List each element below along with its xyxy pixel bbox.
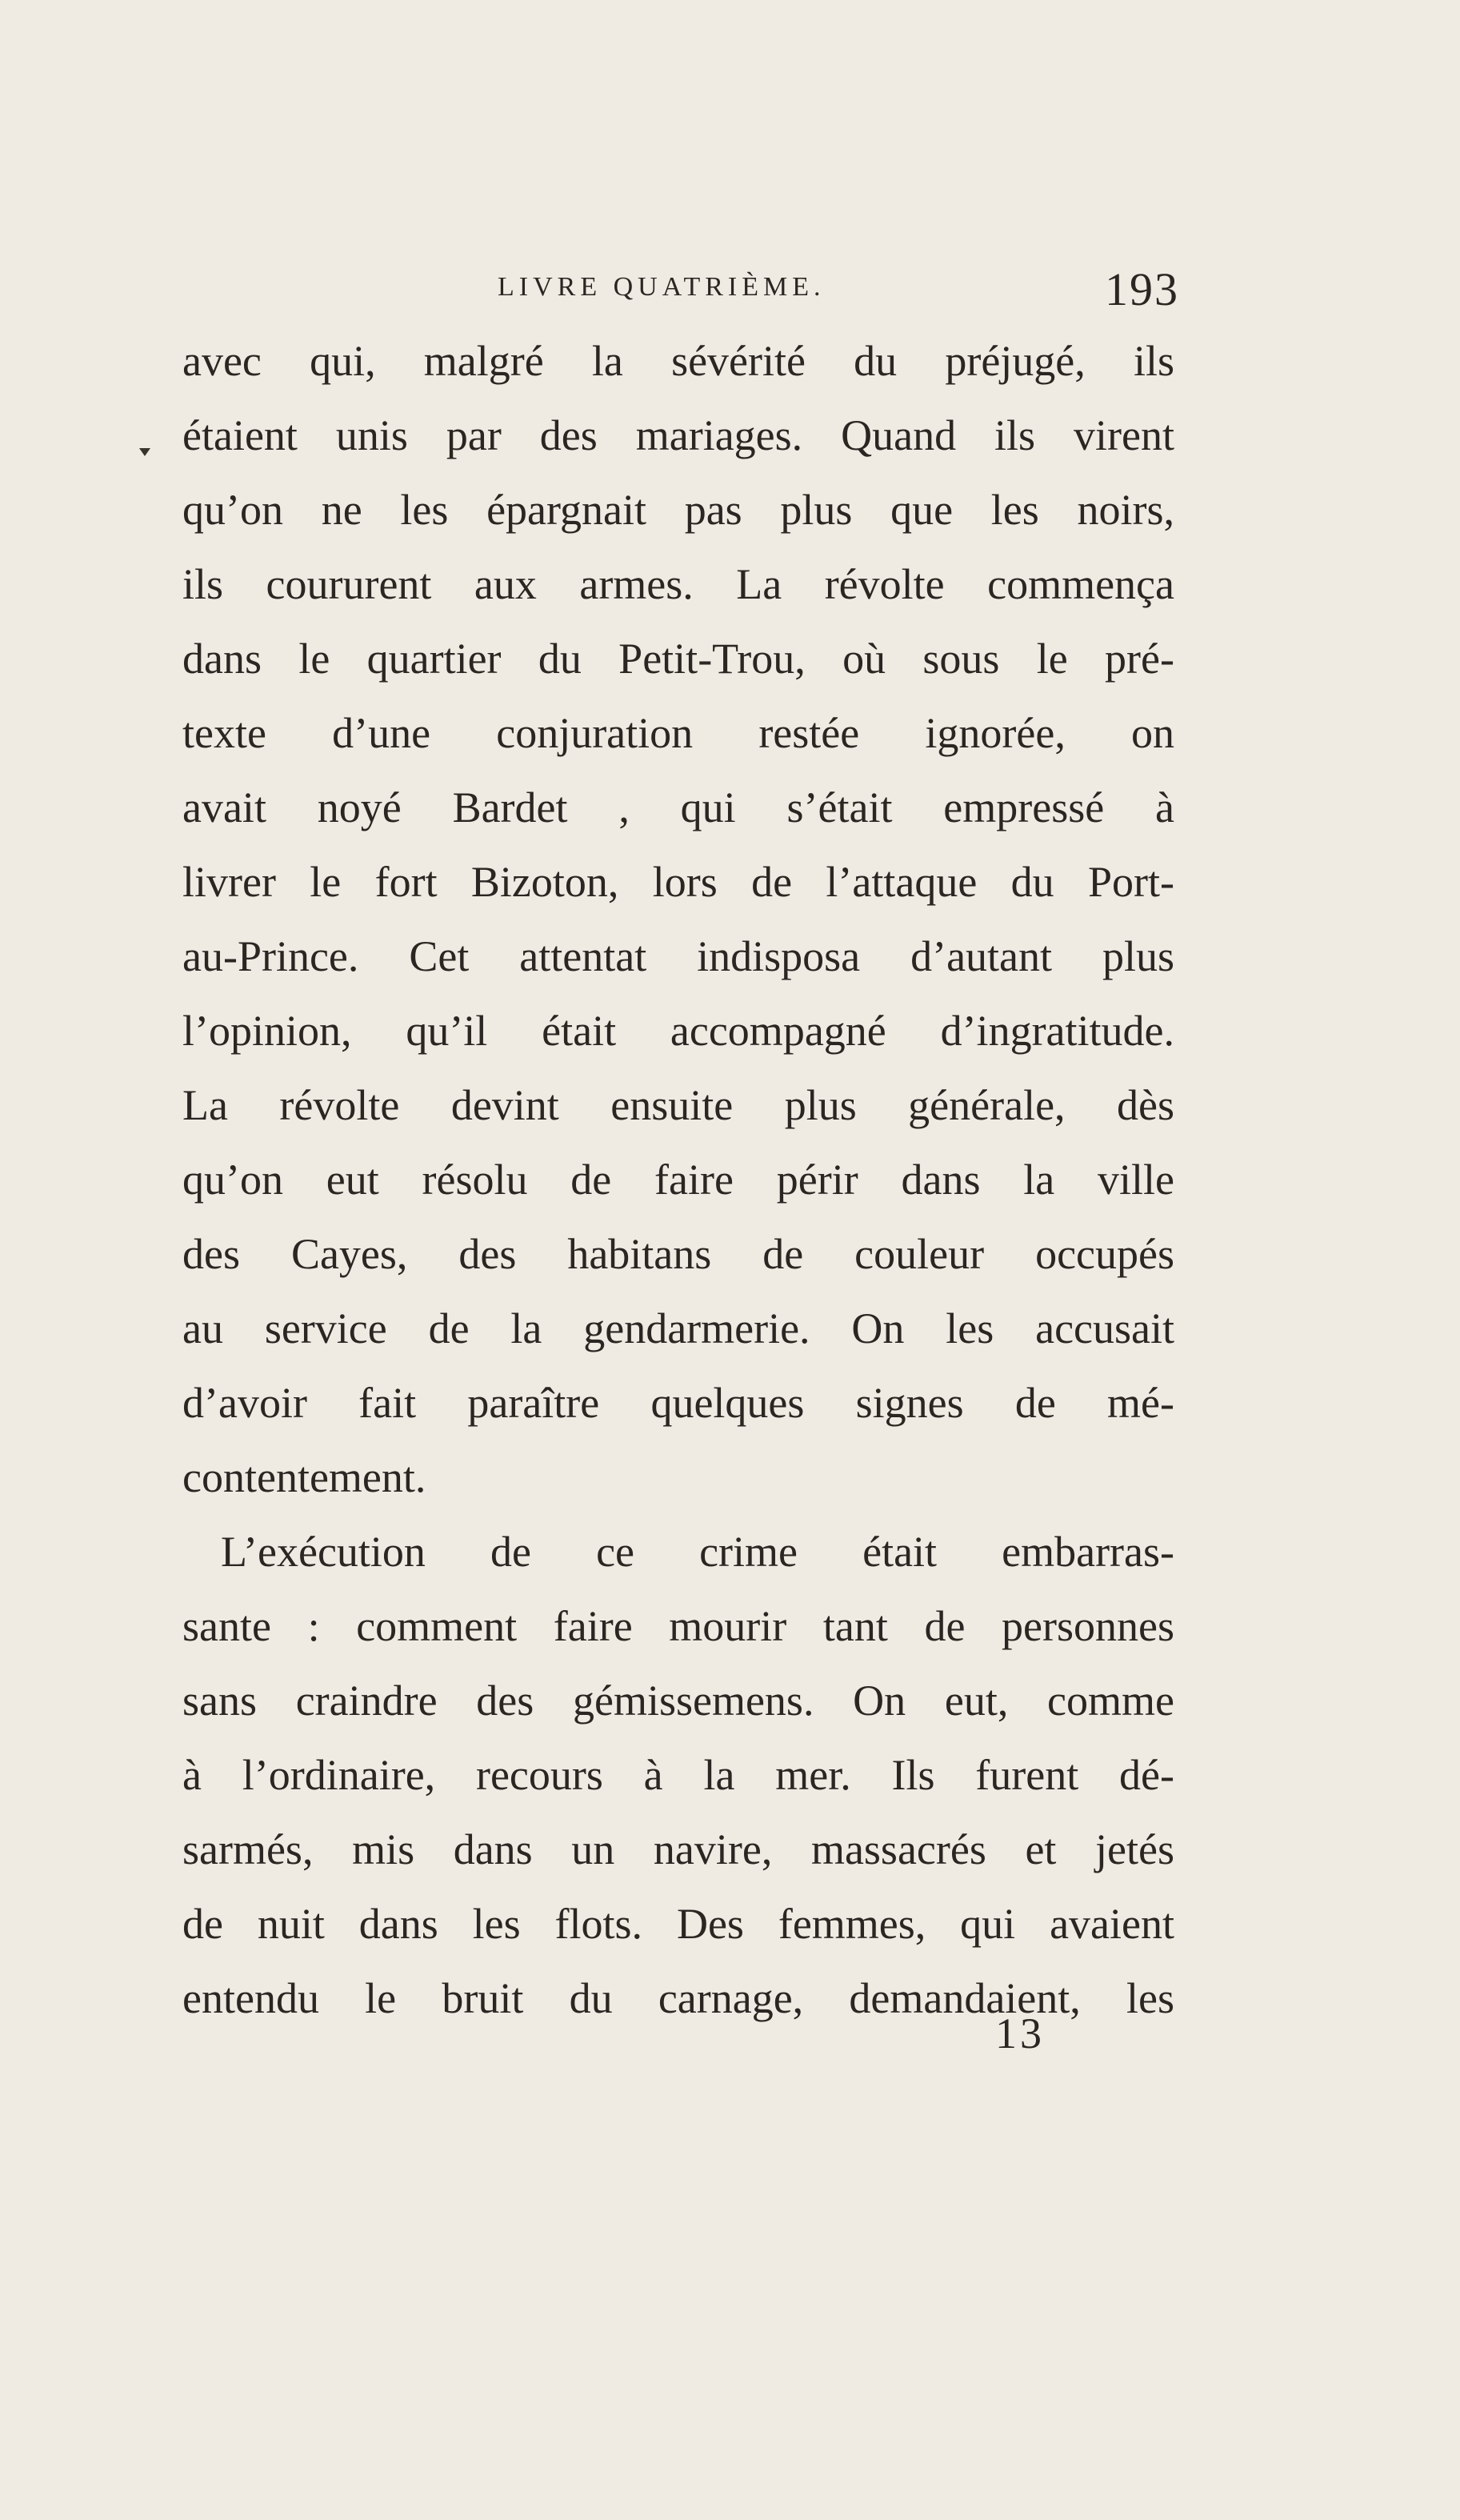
running-head: LIVRE QUATRIÈME. xyxy=(498,272,826,302)
text-line: sante : comment faire mourir tant de personnes xyxy=(182,1602,1174,1650)
text-line: à l’ordinaire, recours à la mer. Ils furent dé- xyxy=(182,1751,1174,1799)
text-line: entendu le bruit du carnage, demandaient, les xyxy=(182,1974,1174,2022)
text-line: livrer le fort Bizoton, lors de l’attaque du Port- xyxy=(182,858,1174,906)
text-line: dans le quartier du Petit-Trou, où sous le pré- xyxy=(182,635,1174,683)
page-header xyxy=(186,262,1179,319)
margin-mark xyxy=(139,448,150,456)
text-line: l’opinion, qu’il était accompagné d’ingratitude. xyxy=(182,1007,1174,1055)
paragraph-start-line: L’exécution de ce crime était embarras- xyxy=(221,1528,1174,1576)
signature-mark: 13 xyxy=(995,2009,1045,2057)
text-line: d’avoir fait paraître quelques signes de mé- xyxy=(182,1379,1174,1427)
text-line: ils coururent aux armes. La révolte commença xyxy=(182,560,1174,608)
text-line: texte d’une conjuration restée ignorée, on xyxy=(182,709,1174,757)
text-line: avait noyé Bardet , qui s’était empressé à xyxy=(182,783,1174,831)
text-line: La révolte devint ensuite plus générale, dès xyxy=(182,1081,1174,1129)
page-number: 193 xyxy=(1105,263,1179,315)
paragraph-end-line: contentement. xyxy=(182,1453,426,1501)
text-line: de nuit dans les flots. Des femmes, qui avaient xyxy=(182,1900,1174,1948)
text-line: sans craindre des gémissemens. On eut, comme xyxy=(182,1677,1174,1725)
text-line: au-Prince. Cet attentat indisposa d’autant plus xyxy=(182,932,1174,980)
text-line: étaient unis par des mariages. Quand ils virent xyxy=(182,411,1174,459)
text-line: au service de la gendarmerie. On les accusait xyxy=(182,1304,1174,1352)
text-line: des Cayes, des habitans de couleur occupés xyxy=(182,1230,1174,1278)
text-line: qu’on eut résolu de faire périr dans la ville xyxy=(182,1156,1174,1204)
text-line: sarmés, mis dans un navire, massacrés et jetés xyxy=(182,1825,1174,1873)
text-line: avec qui, malgré la sévérité du préjugé, ils xyxy=(182,337,1174,385)
body-text xyxy=(182,324,1174,2036)
text-line: qu’on ne les épargnait pas plus que les noirs, xyxy=(182,486,1174,534)
